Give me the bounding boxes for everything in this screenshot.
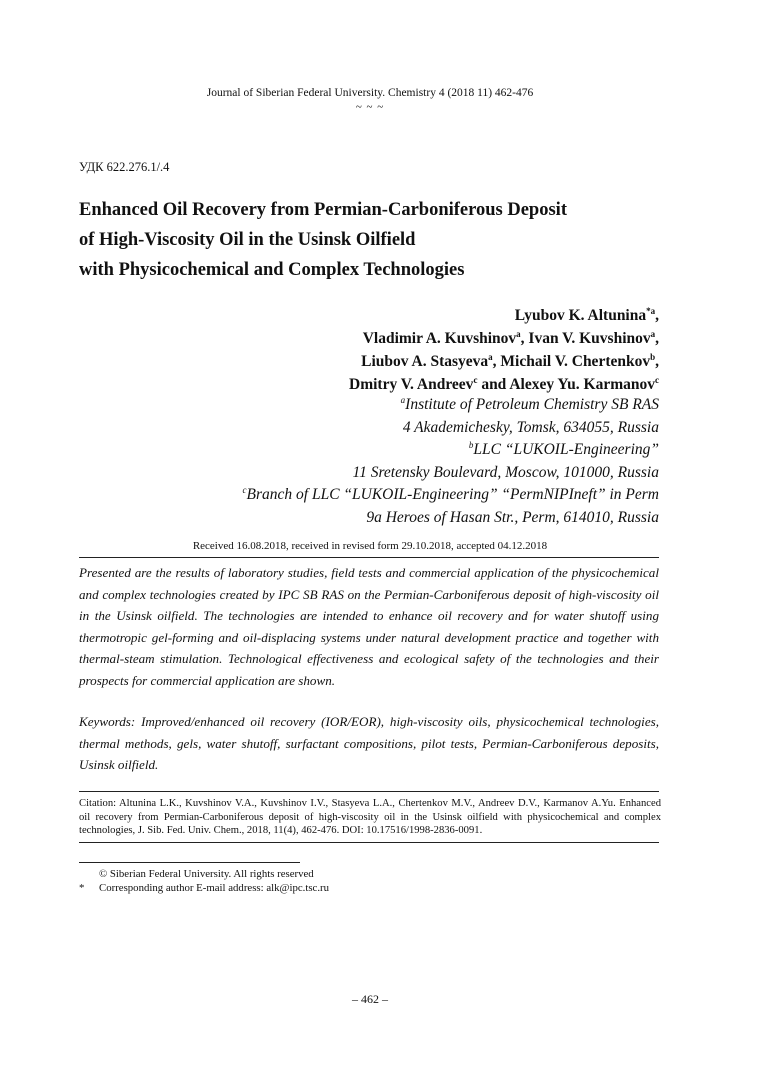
author-name: Michail V. Chertenkov — [500, 353, 651, 370]
citation-top-rule — [79, 791, 659, 792]
affiliation-address: 9a Heroes of Hasan Str., Perm, 614010, Russia — [366, 508, 659, 526]
corresponding-author-footnote: * Corresponding author E-mail address: alk@ipc.tsc.ru — [79, 882, 330, 894]
abstract-top-rule — [79, 557, 659, 558]
header-ornament: ~ ~ ~ — [355, 101, 385, 113]
footnote-rule — [79, 862, 300, 863]
affiliation-list — [243, 394, 659, 529]
paper-title — [79, 195, 679, 285]
keywords: Keywords: Improved/enhanced oil recovery (IOR/EOR), high-viscosity oils, physicochemical technologies, thermal methods, gels, water shutoff, surfactant compositions, pilot tests, Permian-Carboniferous deposits, Usinsk oilfield. — [79, 714, 659, 772]
author-name: Lyubov K. Altunina — [514, 307, 647, 324]
received-dates: Received 16.08.2018, received in revised form 29.10.2018, accepted 04.12.2018 — [192, 540, 548, 552]
title-line: with Physicochemical and Complex Technologies — [79, 260, 465, 280]
author-line: Liubov A. Stasyeva$^a$, Michail V. Chertenkov$^b$, — [361, 352, 659, 370]
title-line: of High-Viscosity Oil in the Usinsk Oilfield — [79, 230, 416, 250]
author-name: Alexey Yu. Karmanov — [509, 376, 655, 393]
author-line: Dmitry V. Andreev$^c$ and Alexey Yu. Karmanov$^c$ — [349, 375, 659, 393]
author-line: Lyubov K. Altunina$^{*a}$, — [514, 306, 659, 324]
author-affiliation-mark: a — [516, 329, 521, 339]
affiliation-name: $^c$Branch of LLC “LUKOIL-Engineering” “PermNIPIneft” in Perm — [242, 485, 659, 503]
author-affiliation-mark: c — [473, 375, 478, 385]
author-affiliation-mark: *a — [646, 306, 656, 316]
citation-bottom-rule — [79, 842, 659, 843]
author-name: Dmitry V. Andreev — [349, 376, 474, 393]
author-list — [349, 304, 659, 396]
page-number: – 462 – — [352, 992, 388, 1006]
author-name: Ivan V. Kuvshinov — [528, 330, 651, 347]
author-name: Liubov A. Stasyeva — [361, 353, 489, 370]
affiliation-name: $^a$Institute of Petroleum Chemistry SB RAS — [400, 395, 659, 413]
title-line: Enhanced Oil Recovery from Permian-Carboniferous Deposit — [79, 200, 567, 220]
author-affiliation-mark: b — [650, 352, 656, 362]
journal-header: Journal of Siberian Federal University. Chemistry 4 (2018 11) 462-476 — [206, 87, 534, 99]
udk-code: УДК 622.276.1/.4 — [79, 160, 170, 174]
affiliation-address: 11 Sretensky Boulevard, Moscow, 101000, Russia — [352, 463, 659, 481]
footnotes — [79, 867, 329, 895]
author-name: Vladimir A. Kuvshinov — [362, 330, 517, 347]
author-affiliation-mark: a — [650, 329, 656, 339]
citation: Citation: Altunina L.K., Kuvshinov V.A., Kuvshinov I.V., Stasyeva L.A., Chertenkov M.V., Andreev D.V., Karmanov A.Yu. Enhanced oil recovery from Permian-Carboniferous deposit of high-viscosity oil in the Usinsk oilfield with physicochemical and complex technologies, J. Sib. Fed. Univ. Chem., 2018, 11(4), 462-476. DOI: 10.17516/1998-2836-0091. — [79, 798, 661, 836]
author-affiliation-mark: c — [655, 375, 659, 385]
abstract: Presented are the results of laboratory studies, field tests and commercial application of the physicochemical and complex technologies created by IPC SB RAS on the Permian-Carboniferous deposit of high-viscosity oil in the Usinsk oilfield. The technologies are intended to enhance oil recovery and for water shutoff using thermotropic gel-forming and oil-displacing systems under natural development practice and together with thermal-steam stimulation. Technological effectiveness and ecological safety of the technologies and their prospects for commercial application are shown. — [79, 565, 659, 688]
author-line: Vladimir A. Kuvshinov$^a$, Ivan V. Kuvshinov$^a$, — [362, 329, 659, 347]
copyright-footnote: © Siberian Federal University. All rights reserved — [99, 868, 314, 880]
affiliation-name: $^b$LLC “LUKOIL-Engineering” — [468, 440, 659, 458]
author-affiliation-mark: a — [488, 352, 493, 362]
affiliation-address: 4 Akademichesky, Tomsk, 634055, Russia — [402, 418, 659, 436]
